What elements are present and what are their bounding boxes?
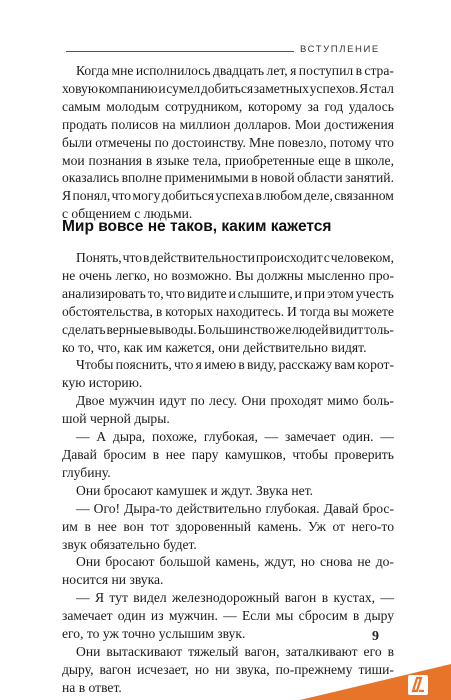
- text-line: им в нее вон тот здоровенный камень. Уж от него-то: [62, 518, 394, 534]
- header-rule: [66, 51, 294, 52]
- text-line: ховую компанию и сумел добиться заметных успехов. Я стал: [62, 80, 394, 96]
- text-line: обстоятельства, в которых находитесь. И тогда вы можете: [62, 303, 394, 319]
- text-line: Они вытаскивают тяжелый вагон, заталкивают его в: [76, 643, 394, 659]
- text-line: сделать верные выводы. Большинство же людей видит толь-: [62, 321, 394, 337]
- text-line: Понять, что в действительности происходит с человеком,: [76, 250, 394, 265]
- text-line: мои познания в языке тела, приобретенные еще в школе,: [62, 152, 394, 168]
- text-line: Они бросают большой камень, ждут, но снова не до-: [76, 554, 394, 570]
- text-line: были отмечены по достоинству. Мне повезло, потому что: [62, 134, 394, 150]
- text-line: носится ни звука.: [62, 572, 164, 588]
- text-line: с общением с людьми.: [62, 206, 193, 222]
- text-line: оказались вполне применимыми в новой области занятий.: [62, 170, 394, 186]
- text-line: замечает один из мужчин. — Если мы сбросим в дыру: [62, 608, 394, 624]
- section-heading: Мир вовсе не таков, каким кажется: [62, 218, 332, 235]
- text-line: продать полисов на миллион долларов. Мои достижения: [62, 116, 394, 132]
- text-line: дыру, вагон исчезает, но ни звука, по-прежнему тиши-: [62, 661, 394, 677]
- text-line: Давай бросим в нее пару камушков, чтобы проверить: [62, 446, 394, 462]
- text-line: Чтобы пояснить, что я имею в виду, расскажу вам корот-: [76, 357, 394, 373]
- text-line: глубину.: [62, 464, 111, 480]
- text-line: — Я тут видел железнодорожный вагон в кустах, —: [76, 590, 394, 606]
- text-line: не очень легко, но возможно. Вы должны мысленно про-: [62, 267, 394, 283]
- labirint-logo: [300, 664, 451, 700]
- text-line: — Ого! Дыра-то действительно глубокая. Давай брос-: [76, 500, 394, 516]
- text-line: Двое мужчин идут по лесу. Они проходят мимо боль-: [76, 393, 394, 409]
- text-line: анализировать то, что видите и слышите, и при этом учесть: [62, 285, 394, 301]
- text-line: самым молодым сотрудником, которому за год удалось: [62, 98, 394, 114]
- intro-paragraph: [62, 62, 394, 223]
- text-line: звук обязательно будет.: [62, 536, 197, 552]
- text-line: Когда мне исполнилось двадцать лет, я поступил в стра-: [76, 63, 394, 78]
- text-line: Они бросают камушек и ждут. Звука нет.: [76, 482, 314, 498]
- text-line: шой черной дыры.: [62, 411, 170, 427]
- section-body: [62, 249, 394, 697]
- text-line: Я понял, что могу добиться успеха в любом деле, связанном: [62, 188, 394, 204]
- page-number: 9: [372, 629, 379, 644]
- text-line: кую историю.: [62, 375, 143, 391]
- running-header: ВСТУПЛЕНИЕ: [300, 44, 380, 55]
- text-line: ко то, что, как им кажется, они действительно видят.: [62, 339, 367, 355]
- text-line: его, то уж точно услышим звук.: [62, 626, 246, 642]
- text-line: — А дыра, похоже, глубокая, — замечает один. —: [76, 429, 394, 445]
- text-line: на в ответ.: [62, 679, 122, 695]
